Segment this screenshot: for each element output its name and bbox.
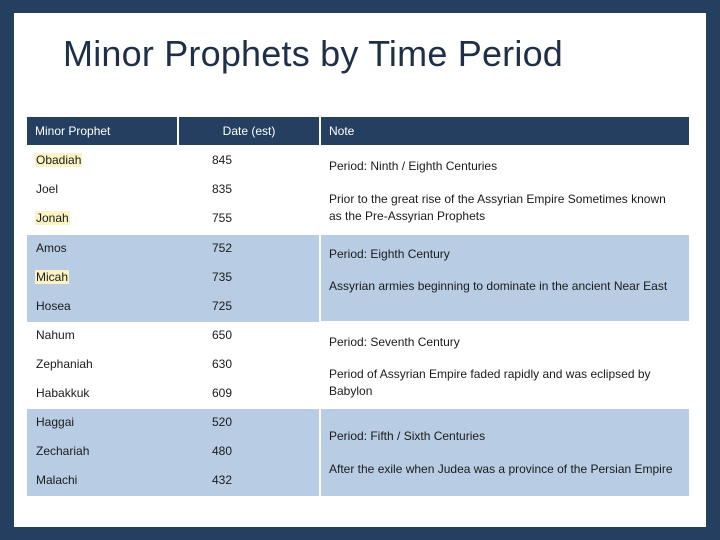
table-row bbox=[27, 409, 319, 438]
table-row bbox=[27, 264, 319, 293]
note-period: Period: Eighth Century bbox=[329, 247, 450, 261]
note-text: Prior to the great rise of the Assyrian Empire Sometimes known as the Pre-Assyrian Prophets bbox=[329, 192, 666, 223]
table-row bbox=[27, 351, 319, 380]
prophet-date: 845 bbox=[211, 153, 233, 167]
note-cell bbox=[321, 235, 689, 321]
slide bbox=[14, 13, 706, 527]
header-date: Date (est) bbox=[179, 117, 319, 145]
prophet-name: Joel bbox=[36, 182, 59, 196]
prophet-date: 480 bbox=[211, 444, 233, 458]
note-cell bbox=[321, 147, 689, 233]
prophet-name: Micah bbox=[36, 270, 69, 284]
prophet-date: 520 bbox=[211, 415, 233, 429]
slide-title: Minor Prophets by Time Period bbox=[63, 33, 564, 74]
header-minor-prophet: Minor Prophet bbox=[27, 117, 177, 145]
note-text: Period of Assyrian Empire faded rapidly and was eclipsed by Babylon bbox=[329, 367, 651, 398]
prophet-name: Jonah bbox=[36, 211, 69, 225]
prophet-date: 609 bbox=[211, 386, 233, 400]
table-row bbox=[27, 205, 319, 234]
table-row bbox=[27, 235, 319, 264]
prophet-name: Malachi bbox=[36, 473, 78, 487]
prophet-date: 432 bbox=[211, 473, 233, 487]
table-row bbox=[27, 147, 319, 176]
prophet-date: 755 bbox=[211, 211, 233, 225]
note-text: After the exile when Judea was a province of the Persian Empire bbox=[329, 462, 673, 476]
prophet-name: Zephaniah bbox=[36, 357, 93, 371]
table-row bbox=[27, 293, 319, 322]
table-row bbox=[27, 176, 319, 205]
prophet-name: Haggai bbox=[36, 415, 75, 429]
prophet-name: Hosea bbox=[36, 299, 71, 313]
prophet-date: 630 bbox=[211, 357, 233, 371]
table-row bbox=[27, 467, 319, 496]
note-cell bbox=[321, 322, 689, 408]
prophet-date: 650 bbox=[211, 328, 233, 342]
header-note: Note bbox=[321, 117, 689, 145]
prophet-name: Amos bbox=[36, 241, 67, 255]
prophet-date: 835 bbox=[211, 182, 233, 196]
note-period: Period: Fifth / Sixth Centuries bbox=[329, 429, 486, 443]
table-row bbox=[27, 438, 319, 467]
table-row bbox=[27, 322, 319, 351]
note-period: Period: Ninth / Eighth Centuries bbox=[329, 159, 498, 173]
note-period: Period: Seventh Century bbox=[329, 335, 460, 349]
table-row bbox=[27, 380, 319, 409]
note-text: Assyrian armies beginning to dominate in the ancient Near East bbox=[329, 279, 668, 293]
prophet-name: Obadiah bbox=[36, 153, 82, 167]
prophet-date: 725 bbox=[211, 299, 233, 313]
prophet-name: Zechariah bbox=[36, 444, 90, 458]
prophet-date: 752 bbox=[211, 241, 233, 255]
note-cell bbox=[321, 409, 689, 496]
prophet-name: Habakkuk bbox=[36, 386, 90, 400]
prophet-date: 735 bbox=[211, 270, 233, 284]
prophet-name: Nahum bbox=[36, 328, 75, 342]
